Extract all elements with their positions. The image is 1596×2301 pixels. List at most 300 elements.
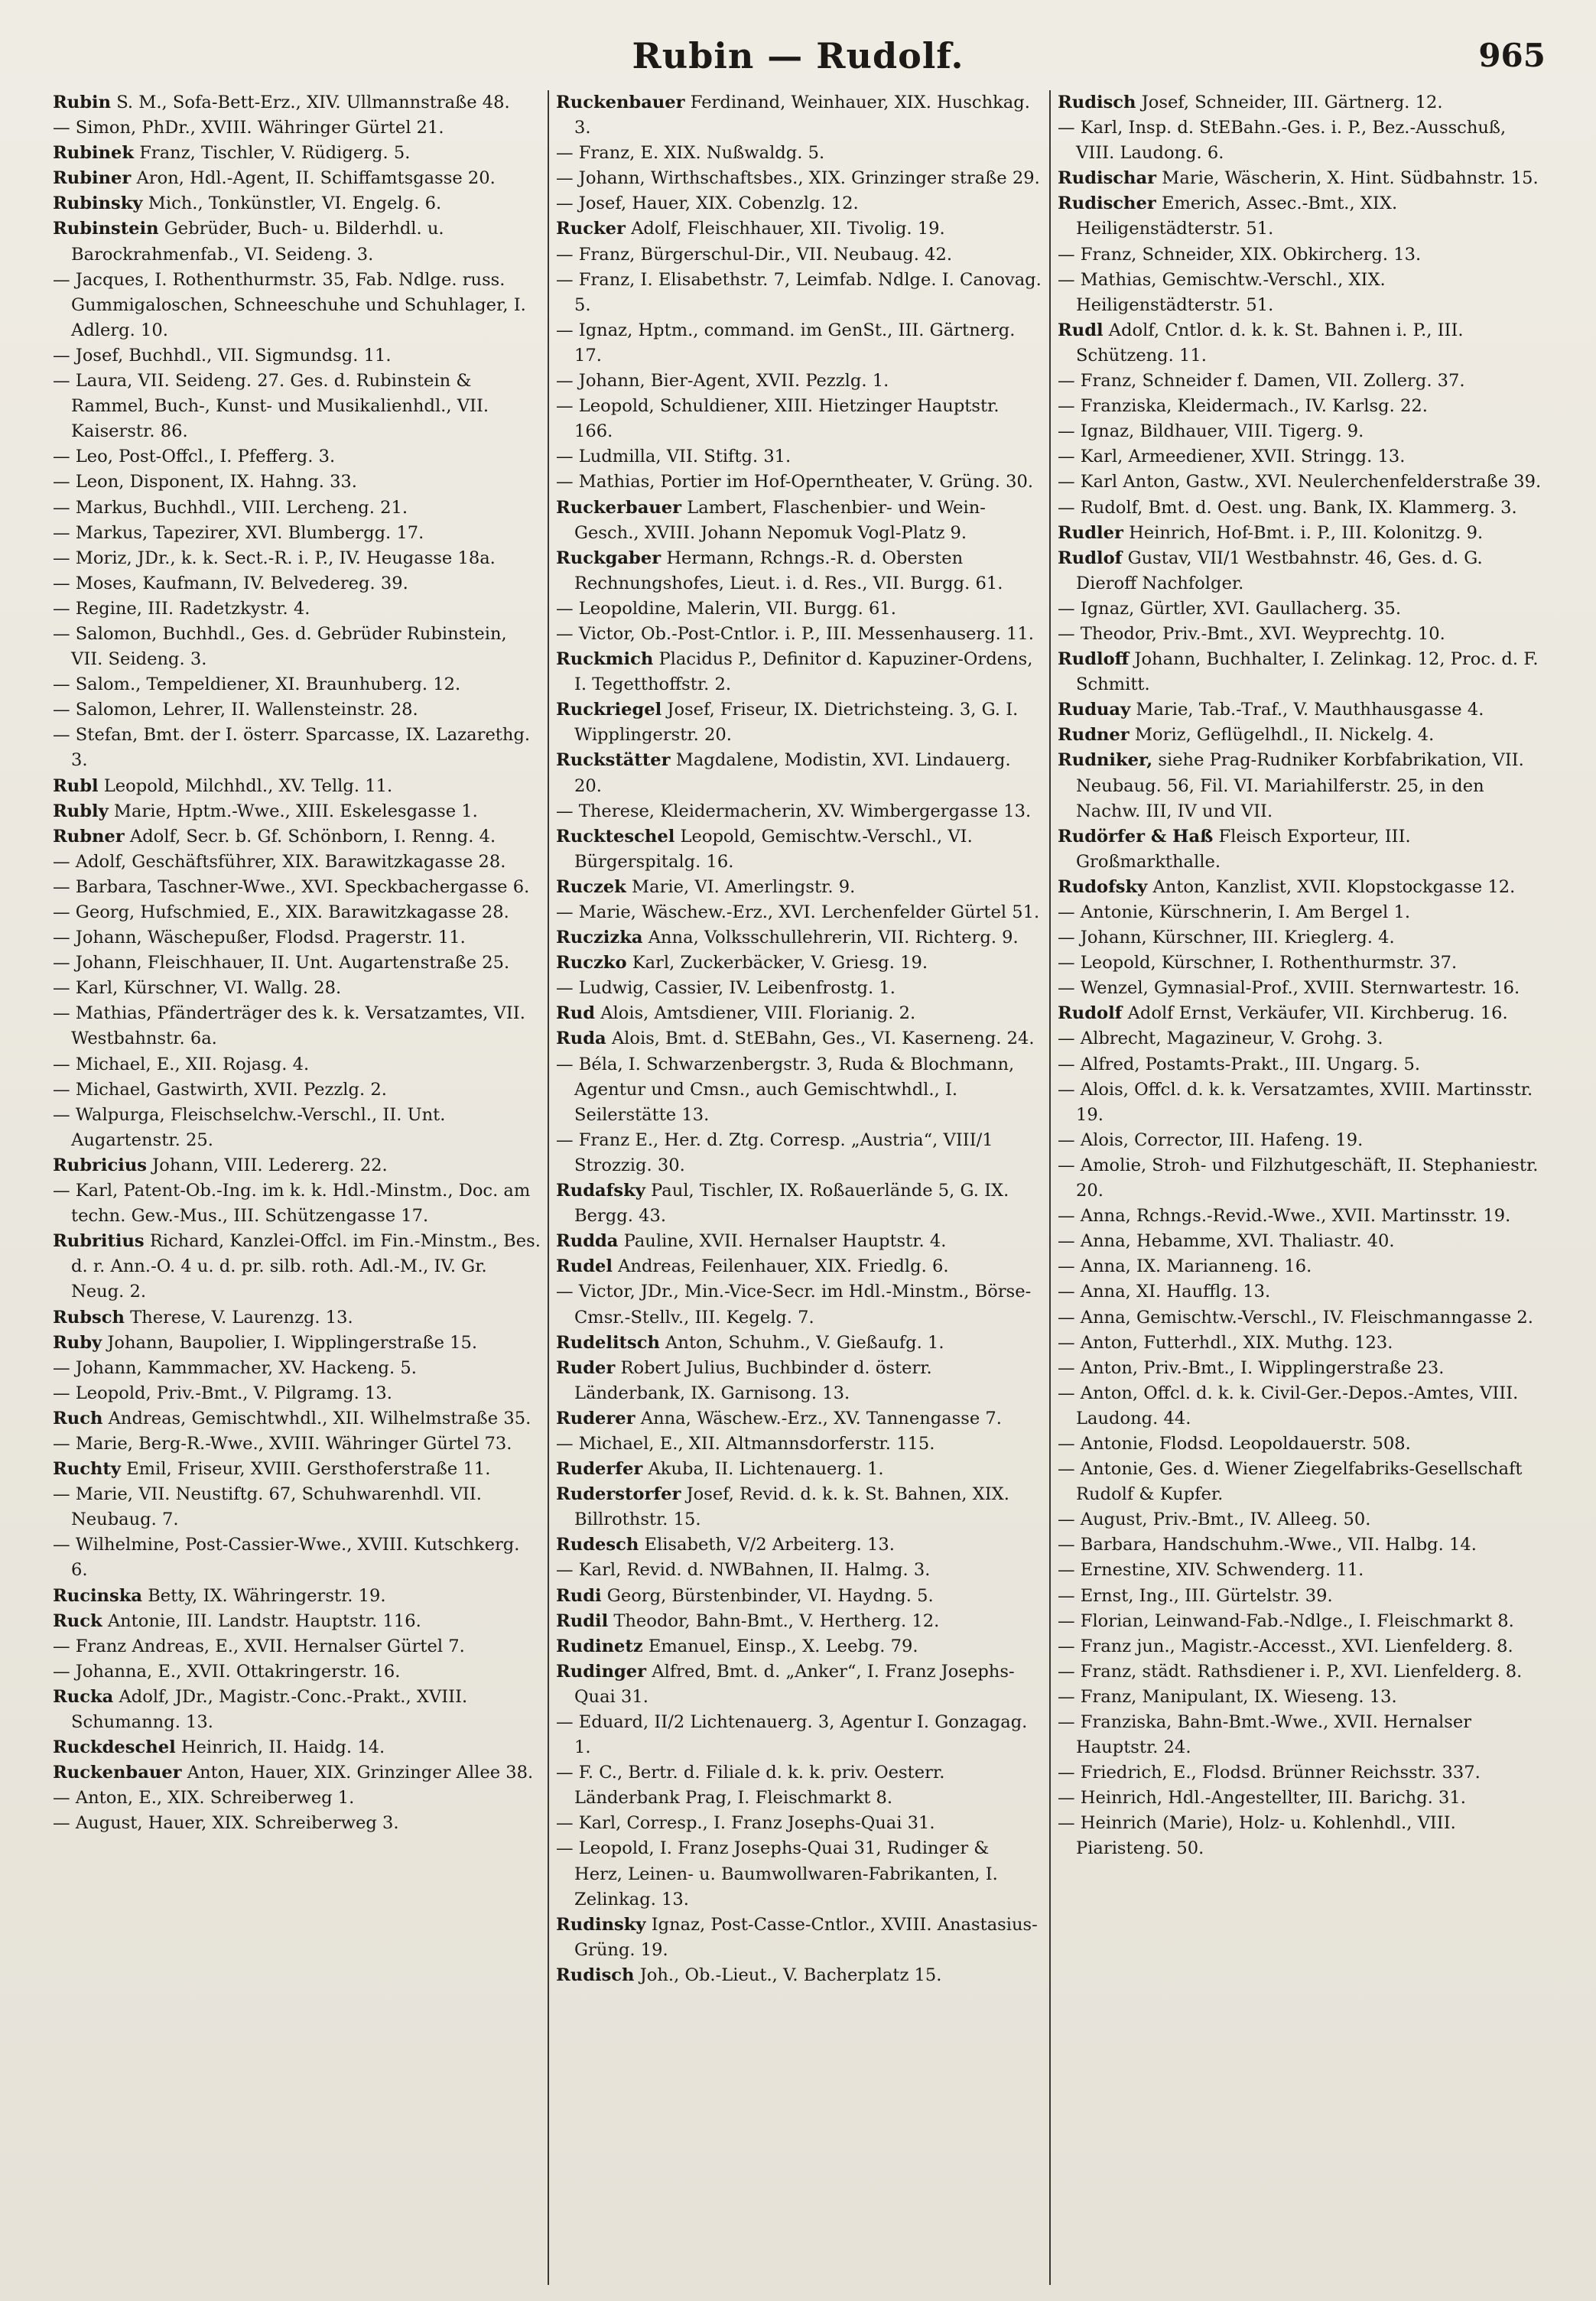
entry-details: — Karl, Kürschner, VI. Wallg. 28. — [53, 978, 342, 999]
entry-surname: Rubinstein — [53, 219, 159, 239]
directory-entry — [556, 1710, 1042, 1760]
directory-entry — [1058, 748, 1544, 824]
directory-entry — [53, 216, 541, 267]
directory-entry — [1058, 900, 1544, 925]
directory-entry — [1058, 1811, 1544, 1861]
entry-details: — Ernestine, XIV. Schwenderg. 11. — [1058, 1560, 1364, 1581]
entry-surname: Rudniker, — [1058, 750, 1153, 771]
entry-surname: Rucinska — [53, 1585, 142, 1606]
entry-details: Robert Julius, Buchbinder d. österr. Länderbank, IX. Garnisong. 13. — [574, 1357, 932, 1403]
directory-entry — [556, 1178, 1042, 1229]
entry-details: Marie, Wäscherin, X. Hint. Südbahnstr. 15. — [1162, 168, 1539, 189]
directory-entry — [1058, 925, 1544, 951]
entry-details: — Stefan, Bmt. der I. österr. Sparcasse, IX. Lazarethg. 3. — [53, 725, 531, 771]
directory-entry — [556, 546, 1042, 596]
directory-entry — [53, 1786, 541, 1811]
entry-details: — Eduard, II/2 Lichtenauerg. 3, Agentur I. Gonzagag. 1. — [556, 1712, 1028, 1758]
directory-entry — [53, 571, 541, 596]
entry-details: Aron, Hdl.-Agent, II. Schiffamtsgasse 20. — [136, 168, 496, 189]
directory-entry — [1058, 546, 1544, 596]
directory-entry — [556, 1609, 1042, 1634]
entry-details: — Marie, Berg-R.-Wwe., XVIII. Währinger Gürtel 73. — [53, 1433, 512, 1454]
entry-surname: Rudörfer & Haß — [1058, 826, 1214, 847]
entry-details: — Johann, Bier-Agent, XVII. Pezzlg. 1. — [556, 371, 889, 392]
entry-details: Marie, Hptm.-Wwe., XIII. Eskelesgasse 1. — [113, 801, 478, 821]
directory-entry — [556, 596, 1042, 622]
entry-details: Adolf, Fleischhauer, XII. Tivolig. 19. — [631, 219, 945, 239]
entry-surname: Rubritius — [53, 1231, 145, 1252]
directory-entry — [556, 951, 1042, 976]
entry-details: — Franz, Schneider f. Damen, VII. Zollerg. 37. — [1058, 371, 1465, 392]
entry-details: — Antonie, Flodsd. Leopoldauerstr. 508. — [1058, 1433, 1411, 1454]
entry-details: — Anna, XI. Haufflg. 13. — [1058, 1282, 1271, 1302]
directory-entry — [1058, 1128, 1544, 1153]
directory-entry — [556, 697, 1042, 748]
directory-entry — [53, 622, 541, 672]
entry-details: — Rudolf, Bmt. d. Oest. ung. Bank, IX. Klammerg. 3. — [1058, 497, 1517, 518]
directory-entry — [556, 900, 1042, 925]
directory-entry — [556, 647, 1042, 697]
directory-entry — [53, 1406, 541, 1432]
entry-surname: Rubiner — [53, 168, 132, 189]
entry-surname: Rudinger — [556, 1661, 647, 1682]
directory-entry — [53, 90, 541, 115]
entry-surname: Ruczko — [556, 953, 627, 973]
entry-details: — Jacques, I. Rothenthurmstr. 35, Fab. Ndlge. russ. Gummigaloschen, Schneeschuhe und Schuhlager, I. Adlerg. 10. — [53, 269, 526, 340]
entry-surname: Rubl — [53, 775, 99, 796]
entry-surname: Rucka — [53, 1686, 114, 1707]
column-middle — [548, 90, 1049, 2285]
directory-entry — [1058, 1229, 1544, 1254]
entry-details: Franz, Tischler, V. Rüdigerg. 5. — [139, 143, 411, 164]
directory-entry — [1058, 369, 1544, 394]
entry-details: Paul, Tischler, IX. Roßauerlände 5, G. IX. Bergg. 43. — [574, 1181, 1009, 1227]
entry-details: Adolf, JDr., Magistr.-Conc.-Prakt., XVIII. Schumanng. 13. — [71, 1686, 468, 1732]
entry-details: Adolf Ernst, Verkäufer, VII. Kirchberug. 16. — [1127, 1003, 1508, 1024]
entry-surname: Rudafsky — [556, 1181, 645, 1201]
entry-details: — Walpurga, Fleischselchw.-Verschl., II. Unt. Augartenstr. 25. — [53, 1104, 446, 1150]
entry-details: Anton, Kanzlist, XVII. Klopstockgasse 12. — [1152, 876, 1516, 897]
directory-entry — [53, 268, 541, 343]
entry-details: Emil, Friseur, XVIII. Gersthoferstraße 11. — [126, 1459, 491, 1480]
entry-details: Heinrich, Hof-Bmt. i. P., III. Kolonitzg. 9. — [1129, 522, 1484, 543]
directory-entry — [53, 1457, 541, 1482]
page-title: Rubin — Rudolf. — [632, 35, 964, 76]
directory-entry — [53, 1305, 541, 1331]
entry-surname: Rubricius — [53, 1155, 147, 1175]
directory-entry — [556, 1634, 1042, 1659]
entry-details: — Josef, Buchhdl., VII. Sigmundsg. 11. — [53, 345, 392, 366]
entry-details: — Josef, Hauer, XIX. Cobenzlg. 12. — [556, 193, 859, 214]
entry-details: — Heinrich, Hdl.-Angestellter, III. Barichg. 31. — [1058, 1788, 1466, 1809]
entry-details: — Franz, Schneider, XIX. Obkircherg. 13. — [1058, 244, 1422, 265]
entry-details: — August, Priv.-Bmt., IV. Alleeg. 50. — [1058, 1510, 1371, 1530]
entry-details: Adolf, Cntlor. d. k. k. St. Bahnen i. P., III. Schützeng. 11. — [1076, 320, 1464, 366]
entry-surname: Ruckerbauer — [556, 497, 682, 518]
directory-entry — [1058, 1432, 1544, 1457]
entry-details: Anna, Volksschullehrerin, VII. Richterg. 9. — [648, 928, 1019, 948]
directory-entry — [556, 444, 1042, 470]
directory-entry — [556, 1279, 1042, 1330]
entry-details: Theodor, Bahn-Bmt., V. Hertherg. 12. — [613, 1610, 940, 1631]
entry-details: Anna, Wäschew.-Erz., XV. Tannengasse 7. — [640, 1408, 1002, 1428]
entry-details: — Marie, Wäschew.-Erz., XVI. Lerchenfelder Gürtel 51. — [556, 902, 1040, 922]
directory-entry — [1058, 268, 1544, 318]
entry-details: — Anna, Hebamme, XVI. Thaliastr. 40. — [1058, 1231, 1395, 1252]
directory-entry — [1058, 1685, 1544, 1710]
entry-surname: Rudolf — [1058, 1003, 1123, 1024]
entry-details: Mich., Tonkünstler, VI. Engelg. 6. — [148, 193, 442, 214]
entry-surname: Rubinek — [53, 143, 135, 164]
entry-details: — Anton, E., XIX. Schreiberweg 1. — [53, 1788, 355, 1809]
entry-surname: Rubsch — [53, 1307, 125, 1328]
directory-entry — [1058, 1153, 1544, 1204]
directory-entry — [1058, 1609, 1544, 1634]
directory-entry — [556, 1331, 1042, 1356]
entry-details: — Michael, E., XII. Altmannsdorferstr. 115. — [556, 1433, 935, 1454]
entry-surname: Ruduay — [1058, 700, 1131, 720]
directory-entry — [53, 521, 541, 546]
directory-entry — [1058, 90, 1544, 115]
entry-details: — Salomon, Buchhdl., Ges. d. Gebrüder Rubinstein, VII. Seideng. 3. — [53, 623, 507, 670]
entry-details: — Karl, Patent-Ob.-Ing. im k. k. Hdl.-Minstm., Doc. am techn. Gew.-Mus., III. Schützengasse 17. — [53, 1181, 531, 1227]
directory-entry — [1058, 596, 1544, 622]
directory-entry — [556, 1457, 1042, 1482]
directory-entry — [53, 1432, 541, 1457]
entry-details: Anton, Hauer, XIX. Grinzinger Allee 38. — [187, 1763, 534, 1783]
entry-details: — Markus, Buchhdl., VIII. Lercheng. 21. — [53, 497, 408, 518]
entry-details: — Salom., Tempeldiener, XI. Braunhuberg. 12. — [53, 674, 461, 695]
directory-entry — [556, 1963, 1042, 1988]
entry-surname: Rudesch — [556, 1535, 639, 1555]
entry-surname: Ruderer — [556, 1408, 635, 1428]
directory-entry — [556, 242, 1042, 268]
entry-details: — Ludmilla, VII. Stiftg. 31. — [556, 447, 791, 467]
directory-entry — [53, 850, 541, 875]
entry-details: Marie, VI. Amerlingstr. 9. — [632, 876, 856, 897]
entry-details: — Amolie, Stroh- und Filzhutgeschäft, II. Stephaniestr. 20. — [1058, 1155, 1539, 1201]
entry-surname: Rudner — [1058, 725, 1130, 746]
directory-entry — [556, 1836, 1042, 1912]
entry-details: — Michael, E., XII. Rojasg. 4. — [53, 1054, 310, 1074]
entry-surname: Rudofsky — [1058, 876, 1148, 897]
directory-entry — [53, 1356, 541, 1381]
entry-details: — Markus, Tapezirer, XVI. Blumbergg. 17. — [53, 522, 424, 543]
directory-columns — [46, 90, 1551, 2285]
entry-surname: Ruder — [556, 1357, 616, 1378]
directory-entry — [556, 748, 1042, 798]
directory-entry — [53, 115, 541, 141]
directory-entry — [1058, 1584, 1544, 1609]
directory-entry — [1058, 1381, 1544, 1432]
directory-entry — [1058, 1356, 1544, 1381]
entry-details: — Mathias, Portier im Hof-Operntheater, V. Grüng. 30. — [556, 472, 1034, 492]
directory-entry — [1058, 622, 1544, 647]
directory-entry — [556, 369, 1042, 394]
entry-details: — Anton, Priv.-Bmt., I. Wipplingerstraße 23. — [1058, 1357, 1445, 1378]
entry-details: — Ludwig, Cassier, IV. Leibenfrostg. 1. — [556, 978, 896, 999]
entry-surname: Ruckstätter — [556, 750, 671, 771]
directory-entry — [1058, 824, 1544, 875]
entry-details: — Alfred, Postamts-Prakt., III. Ungarg. 5. — [1058, 1054, 1421, 1074]
directory-entry — [1058, 1052, 1544, 1077]
entry-surname: Rudlof — [1058, 548, 1123, 568]
entry-surname: Rudinsky — [556, 1914, 646, 1935]
entry-details: Johann, Baupolier, I. Wipplingerstraße 15. — [107, 1332, 478, 1353]
directory-entry — [556, 216, 1042, 242]
entry-details: — Ernst, Ing., III. Gürtelstr. 39. — [1058, 1585, 1333, 1606]
entry-surname: Rudil — [556, 1610, 609, 1631]
entry-details: Richard, Kanzlei-Offcl. im Fin.-Minstm., Bes. d. r. Ann.-O. 4 u. d. pr. silb. roth. Adl.-M., IV. Gr. Neug. 2. — [71, 1231, 541, 1302]
directory-entry — [1058, 318, 1544, 369]
directory-entry — [53, 723, 541, 773]
directory-entry — [53, 925, 541, 951]
entry-details: — Anna, Gemischtw.-Verschl., IV. Fleischmanngasse 2. — [1058, 1307, 1533, 1328]
directory-entry — [556, 1558, 1042, 1583]
directory-entry — [53, 900, 541, 925]
entry-details: Alois, Bmt. d. StEBahn, Ges., VI. Kaserneng. 24. — [611, 1029, 1035, 1049]
entry-details: — Karl, Corresp., I. Franz Josephs-Quai 31. — [556, 1813, 935, 1834]
directory-entry — [53, 1609, 541, 1634]
directory-entry — [556, 1811, 1042, 1836]
directory-entry — [53, 799, 541, 824]
entry-details: — Leon, Disponent, IX. Hahng. 33. — [53, 472, 357, 492]
entry-details: — Karl, Revid. d. NWBahnen, II. Halmg. 3. — [556, 1560, 931, 1581]
directory-entry — [1058, 1026, 1544, 1051]
directory-entry — [53, 1584, 541, 1609]
directory-entry — [53, 470, 541, 495]
entry-surname: Rudel — [556, 1256, 613, 1277]
entry-surname: Rudler — [1058, 522, 1123, 543]
entry-details: Andreas, Gemischtwhdl., XII. Wilhelmstraße 35. — [108, 1408, 531, 1428]
entry-details: — Anna, Rchngs.-Revid.-Wwe., XVII. Martinsstr. 19. — [1058, 1206, 1511, 1227]
entry-details: — Barbara, Taschner-Wwe., XVI. Speckbachergasse 6. — [53, 876, 530, 897]
entry-surname: Ruckmich — [556, 649, 654, 670]
directory-entry — [556, 976, 1042, 1001]
directory-entry — [556, 141, 1042, 166]
entry-details: — Leopold, Schuldiener, XIII. Hietzinger Hauptstr. 166. — [556, 396, 1000, 442]
entry-details: — Florian, Leinwand-Fab.-Ndlge., I. Fleischmarkt 8. — [1058, 1610, 1514, 1631]
entry-details: — Simon, PhDr., XVIII. Währinger Gürtel 21. — [53, 118, 444, 138]
directory-entry — [1058, 1710, 1544, 1760]
entry-details: — Franz, städt. Rathsdiener i. P., XVI. Lienfelderg. 8. — [1058, 1661, 1523, 1682]
column-right — [1049, 90, 1551, 2285]
directory-entry — [1058, 976, 1544, 1001]
entry-details: — Franz, I. Elisabethstr. 7, Leimfab. Ndlge. I. Canovag. 5. — [556, 269, 1042, 315]
directory-entry — [1058, 1331, 1544, 1356]
directory-entry — [556, 1026, 1042, 1051]
entry-details: Andreas, Feilenhauer, XIX. Friedlg. 6. — [618, 1256, 949, 1277]
entry-details: Johann, VIII. Ledererg. 22. — [152, 1155, 388, 1175]
entry-surname: Ruda — [556, 1029, 606, 1049]
directory-entry — [1058, 1786, 1544, 1811]
directory-entry — [556, 1760, 1042, 1811]
directory-entry — [53, 546, 541, 571]
entry-details: Georg, Bürstenbinder, VI. Haydng. 5. — [606, 1585, 934, 1606]
entry-details: — Leopoldine, Malerin, VII. Burgg. 61. — [556, 598, 896, 619]
entry-details: — Anton, Offcl. d. k. k. Civil-Ger.-Depos.-Amtes, VIII. Laudong. 44. — [1058, 1383, 1519, 1428]
entry-details: Emerich, Assec.-Bmt., XIX. Heiligenstädterstr. 51. — [1076, 193, 1398, 239]
entry-details: — Johanna, E., XVII. Ottakringerstr. 16. — [53, 1661, 401, 1682]
directory-entry — [556, 318, 1042, 369]
directory-entry — [53, 166, 541, 191]
entry-details: Leopold, Gemischtw.-Verschl., VI. Bürgerspitalg. 16. — [574, 826, 973, 872]
entry-details: — Moses, Kaufmann, IV. Belvedereg. 39. — [53, 573, 408, 593]
entry-surname: Rudda — [556, 1231, 619, 1252]
directory-entry — [556, 496, 1042, 546]
directory-entry — [53, 774, 541, 799]
entry-details: — Laura, VII. Seideng. 27. Ges. d. Rubinstein & Rammel, Buch-, Kunst- und Musikalienhdl., VII. Kaiserstr. 86. — [53, 371, 489, 442]
entry-surname: Ruckteschel — [556, 826, 675, 847]
entry-surname: Rudischar — [1058, 168, 1157, 189]
entry-details: — Marie, VII. Neustiftg. 67, Schuhwarenhdl. VII. Neubaug. 7. — [53, 1484, 482, 1530]
entry-details: — Victor, Ob.-Post-Cntlor. i. P., III. Messenhauserg. 11. — [556, 623, 1034, 644]
directory-entry — [556, 90, 1042, 141]
directory-entry — [556, 622, 1042, 647]
entry-details: — Moriz, JDr., k. k. Sect.-R. i. P., IV. Heugasse 18a. — [53, 548, 496, 568]
directory-entry — [556, 268, 1042, 318]
entry-details: — Antonie, Ges. d. Wiener Ziegelfabriks-Gesellschaft Rudolf & Kupfer. — [1058, 1459, 1523, 1505]
directory-entry — [556, 1432, 1042, 1457]
entry-details: — Johann, Kammmacher, XV. Hackeng. 5. — [53, 1357, 417, 1378]
page-header — [46, 31, 1550, 84]
entry-details: — Mathias, Gemischtw.-Verschl., XIX. Heiligenstädterstr. 51. — [1058, 269, 1386, 315]
entry-details: Akuba, II. Lichtenauerg. 1. — [648, 1459, 884, 1480]
entry-details: Heinrich, II. Haidg. 14. — [180, 1737, 385, 1758]
page-number: 965 — [1478, 37, 1546, 74]
entry-details: — Georg, Hufschmied, E., XIX. Barawitzkagasse 28. — [53, 902, 509, 922]
entry-details: Ignaz, Post-Casse-Cntlor., XVIII. Anastasius-Grüng. 19. — [574, 1914, 1038, 1960]
entry-surname: Rubner — [53, 826, 125, 847]
entry-details: Joh., Ob.-Lieut., V. Bacherplatz 15. — [639, 1965, 942, 1985]
entry-details: Johann, Buchhalter, I. Zelinkag. 12, Proc. d. F. Schmitt. — [1076, 649, 1539, 695]
entry-details: — Johann, Wäschepußer, Flodsd. Pragerstr. 11. — [53, 928, 466, 948]
directory-entry — [53, 1331, 541, 1356]
directory-entry — [53, 875, 541, 900]
entry-details: Karl, Zuckerbäcker, V. Griesg. 19. — [632, 953, 928, 973]
directory-entry — [556, 1052, 1042, 1128]
entry-details: — Michael, Gastwirth, XVII. Pezzlg. 2. — [53, 1079, 387, 1100]
directory-entry — [1058, 419, 1544, 444]
directory-entry — [53, 369, 541, 444]
entry-surname: Rud — [556, 1003, 596, 1024]
entry-details: — Ignaz, Bildhauer, VIII. Tigerg. 9. — [1058, 421, 1364, 442]
entry-details: — Karl, Insp. d. StEBahn.-Ges. i. P., Bez.-Ausschuß, VIII. Laudong. 6. — [1058, 118, 1507, 164]
directory-entry — [1058, 521, 1544, 546]
entry-details: Antonie, III. Landstr. Hauptstr. 116. — [107, 1610, 421, 1631]
directory-entry — [1058, 697, 1544, 723]
directory-entry — [1058, 242, 1544, 268]
entry-details: — Adolf, Geschäftsführer, XIX. Barawitzkagasse 28. — [53, 851, 506, 872]
directory-entry — [53, 1052, 541, 1077]
directory-entry — [1058, 166, 1544, 191]
directory-entry — [53, 191, 541, 216]
directory-entry — [53, 1001, 541, 1051]
entry-details: Alois, Amtsdiener, VIII. Florianig. 2. — [600, 1003, 916, 1024]
entry-surname: Ruby — [53, 1332, 102, 1353]
entry-surname: Rudi — [556, 1585, 602, 1606]
entry-details: Josef, Schneider, III. Gärtnerg. 12. — [1141, 93, 1443, 112]
entry-details: Ferdinand, Weinhauer, XIX. Huschkag. 3. — [574, 93, 1030, 138]
directory-entry — [1058, 1634, 1544, 1659]
directory-entry — [1058, 1457, 1544, 1507]
entry-details: — Anna, IX. Marianneng. 16. — [1058, 1256, 1312, 1277]
entry-surname: Ruchty — [53, 1459, 121, 1480]
directory-entry — [1058, 1532, 1544, 1558]
directory-entry — [53, 1482, 541, 1532]
entry-details: — F. C., Bertr. d. Filiale d. k. k. priv. Oesterr. Länderbank Prag, I. Fleischmarkt 8. — [556, 1763, 945, 1809]
entry-details: — Antonie, Kürschnerin, I. Am Bergel 1. — [1058, 902, 1411, 922]
directory-entry — [53, 1760, 541, 1786]
entry-details: — Alois, Offcl. d. k. k. Versatzamtes, XVIII. Martinsstr. 19. — [1058, 1079, 1533, 1125]
entry-details: Therese, V. Laurenzg. 13. — [130, 1307, 353, 1328]
entry-details: — Franz, Bürgerschul-Dir., VII. Neubaug. 42. — [556, 244, 953, 265]
entry-details: Placidus P., Definitor d. Kapuziner-Ordens, I. Tegetthoffstr. 2. — [574, 649, 1033, 695]
entry-surname: Rudinetz — [556, 1636, 643, 1656]
entry-details: — August, Hauer, XIX. Schreiberweg 3. — [53, 1813, 399, 1834]
entry-surname: Rudischer — [1058, 193, 1156, 214]
directory-entry — [1058, 496, 1544, 521]
entry-surname: Rudl — [1058, 320, 1104, 340]
entry-details: — Ignaz, Hptm., command. im GenSt., III. Gärtnerg. 17. — [556, 320, 1016, 366]
entry-details: Gustav, VII/1 Westbahnstr. 46, Ges. d. G. Dieroff Nachfolger. — [1076, 548, 1483, 593]
entry-surname: Ruck — [53, 1610, 102, 1631]
directory-entry — [1058, 1305, 1544, 1331]
directory-entry — [53, 672, 541, 697]
directory-entry — [1058, 647, 1544, 697]
directory-entry — [53, 1634, 541, 1659]
entry-details: Alfred, Bmt. d. „Anker“, I. Franz Josephs-Quai 31. — [574, 1661, 1015, 1707]
entry-details: — Leopold, Kürschner, I. Rothenthurmstr. 37. — [1058, 953, 1458, 973]
entry-details: — Regine, III. Radetzkystr. 4. — [53, 598, 310, 619]
entry-surname: Ruckenbauer — [53, 1763, 182, 1783]
entry-surname: Ruckdeschel — [53, 1737, 176, 1758]
entry-surname: Rubly — [53, 801, 109, 821]
column-left — [46, 90, 548, 2285]
entry-details: Magdalene, Modistin, XVI. Lindauerg. 20. — [574, 750, 1011, 796]
entry-details: — Mathias, Pfänderträger des k. k. Versatzamtes, VII. Westbahnstr. 6a. — [53, 1003, 525, 1049]
entry-details: — Leopold, Priv.-Bmt., V. Pilgramg. 13. — [53, 1383, 392, 1403]
directory-entry — [556, 925, 1042, 951]
entry-surname: Ruch — [53, 1408, 103, 1428]
entry-details: — Franz, Manipulant, IX. Wieseng. 13. — [1058, 1686, 1397, 1707]
directory-entry — [53, 951, 541, 976]
entry-details: — Franziska, Kleidermach., IV. Karlsg. 22. — [1058, 396, 1428, 417]
entry-surname: Rudisch — [556, 1965, 635, 1985]
entry-details: — Barbara, Handschuhm.-Wwe., VII. Halbg. 14. — [1058, 1535, 1477, 1555]
directory-entry — [53, 1077, 541, 1103]
directory-entry — [556, 1001, 1042, 1026]
directory-entry — [556, 1229, 1042, 1254]
directory-entry — [556, 1913, 1042, 1963]
directory-entry — [53, 343, 541, 369]
entry-details: — Johann, Kürschner, III. Krieglerg. 4. — [1058, 928, 1395, 948]
directory-entry — [53, 1659, 541, 1685]
entry-details: Elisabeth, V/2 Arbeiterg. 13. — [644, 1535, 895, 1555]
entry-details: Betty, IX. Währingerstr. 19. — [148, 1585, 386, 1606]
entry-details: — Karl Anton, Gastw., XVI. Neulerchenfelderstraße 39. — [1058, 472, 1542, 492]
entry-details: — Alois, Corrector, III. Hafeng. 19. — [1058, 1129, 1364, 1150]
directory-entry — [1058, 1558, 1544, 1583]
entry-details: — Franz Andreas, E., XVII. Hernalser Gürtel 7. — [53, 1636, 465, 1656]
directory-entry — [556, 1659, 1042, 1710]
entry-details: — Leopold, I. Franz Josephs-Quai 31, Rudinger & Herz, Leinen- u. Baumwollwaren-Fabrikanten, I. Zelinkag. 13. — [556, 1838, 998, 1909]
entry-details: — Johann, Wirthschaftsbes., XIX. Grinzinger straße 29. — [556, 168, 1040, 189]
directory-entry — [556, 1406, 1042, 1432]
directory-entry — [556, 1356, 1042, 1406]
directory-entry — [1058, 191, 1544, 242]
entry-details: — Johann, Fleischhauer, II. Unt. Augartenstraße 25. — [53, 953, 510, 973]
